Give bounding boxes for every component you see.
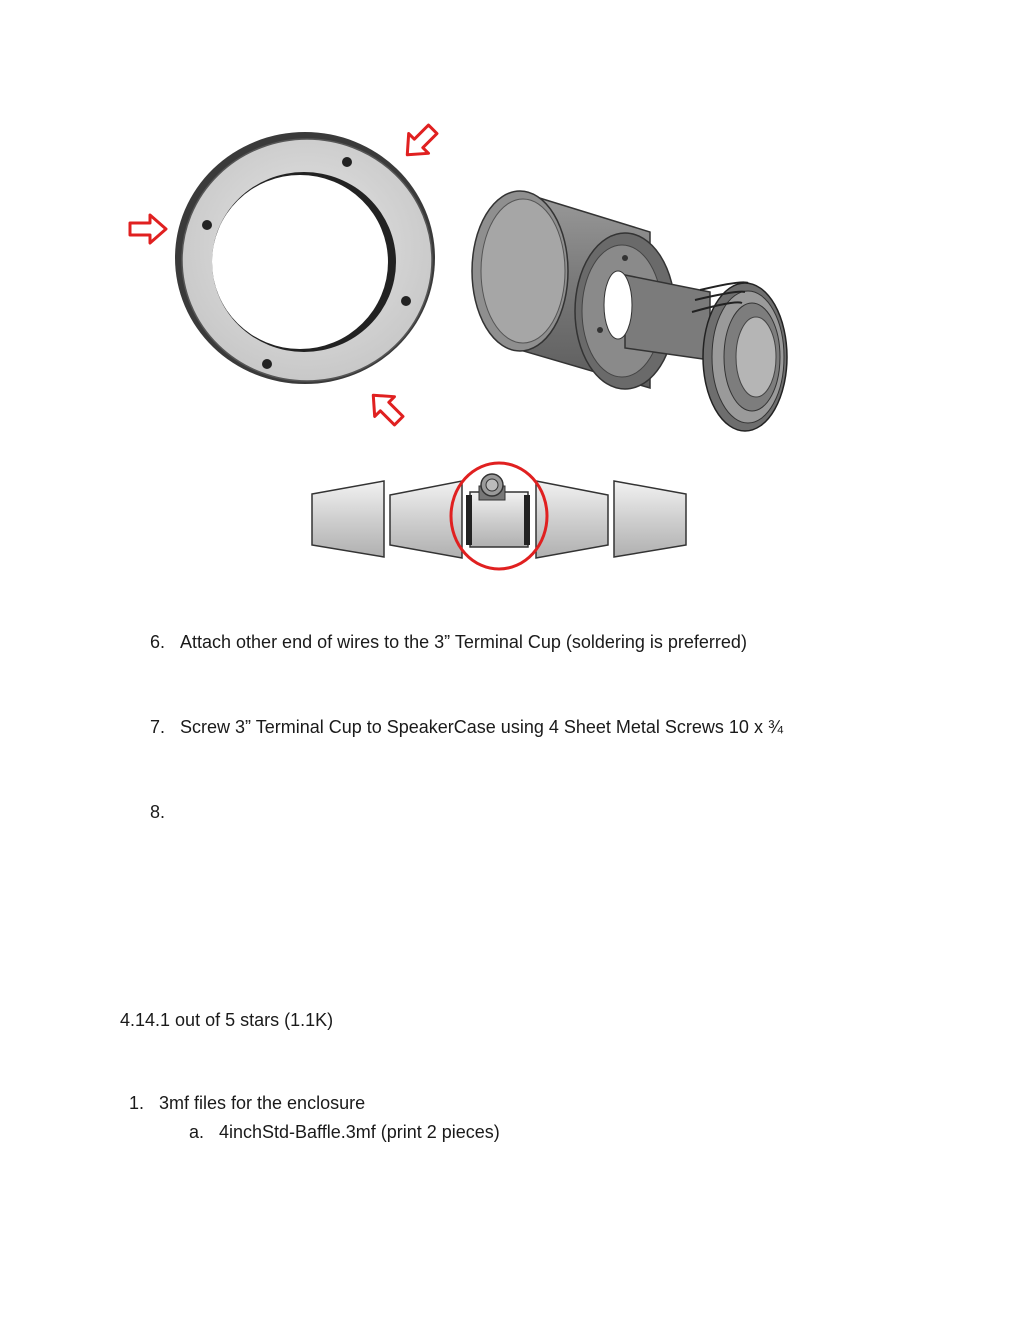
sub-item-text: 4inchStd-Baffle.3mf (print 2 pieces): [219, 1122, 500, 1142]
arrow-icon-top-right: [397, 119, 442, 164]
assembly-figure: [0, 0, 1020, 600]
list-number: 1.: [129, 1093, 145, 1113]
side-profile-figure: [312, 463, 686, 569]
step-number: 7.: [150, 717, 166, 737]
speaker-case-body: [472, 191, 787, 431]
rating-text: 4.14.1 out of 5 stars (1.1K): [120, 1010, 334, 1030]
arrow-icon-left: [130, 215, 166, 243]
arrow-icon-bottom: [363, 385, 408, 430]
step-number: 6.: [150, 632, 166, 652]
step-text: Attach other end of wires to the 3” Terminal Cup (soldering is preferred): [180, 632, 747, 652]
step-text: Screw 3” Terminal Cup to SpeakerCase using 4 Sheet Metal Screws 10 x ¾: [180, 717, 783, 737]
list-text: 3mf files for the enclosure: [159, 1093, 366, 1113]
sub-item-marker: a.: [189, 1122, 205, 1142]
mounting-ring: [175, 132, 435, 384]
step-number: 8.: [150, 802, 166, 822]
